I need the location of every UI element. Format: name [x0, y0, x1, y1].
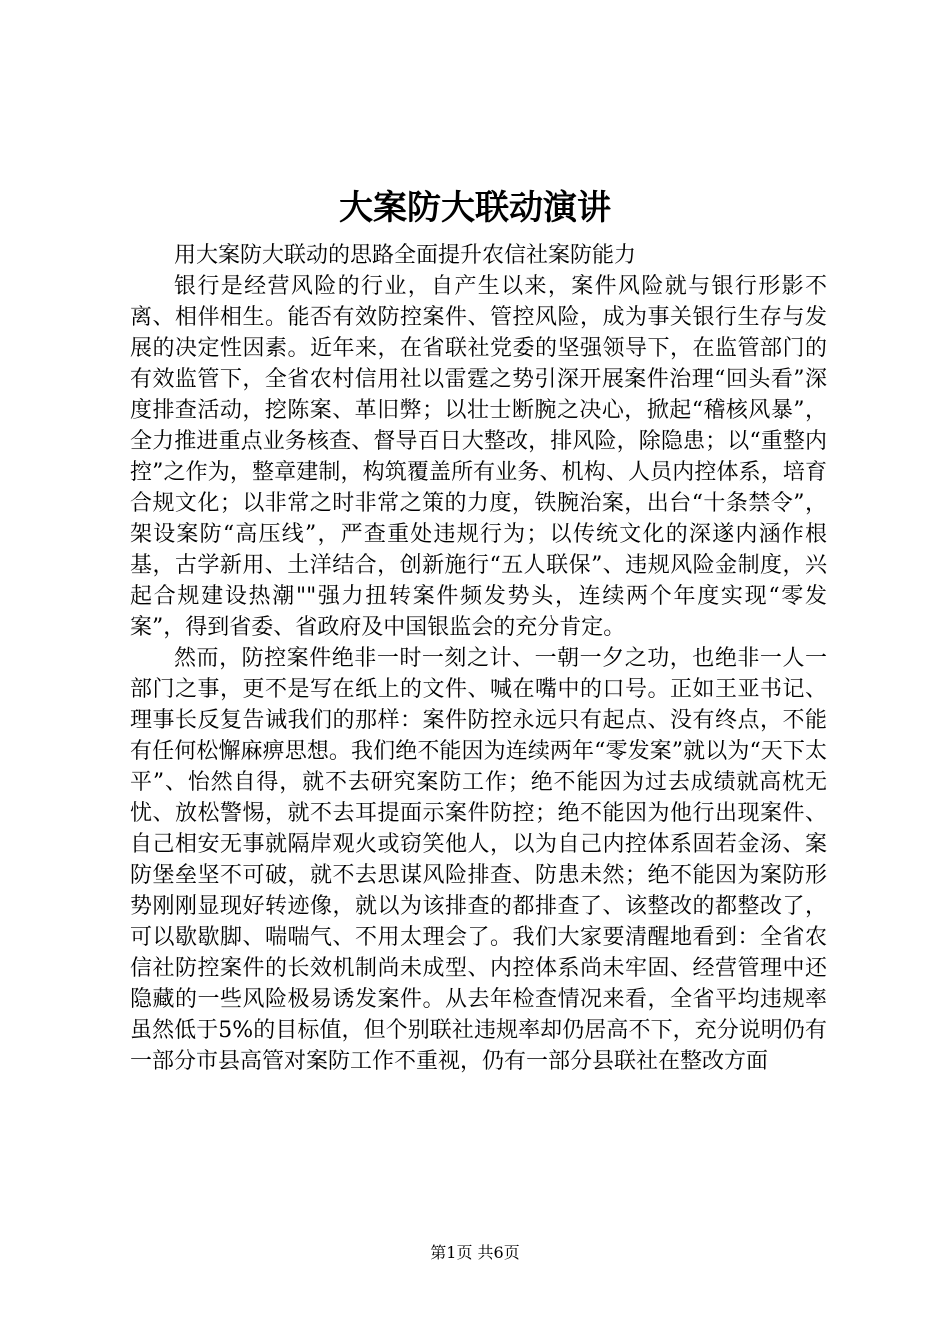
subtitle-paragraph: 用大案防大联动的思路全面提升农信社案防能力: [174, 243, 637, 268]
body-paragraph: 银行是经营风险的行业，自产生以来，案件风险就与银行形影不离、相伴相生。能否有效防控案件、管控风险，成为事关银行生存与发展的决定性因素。近年来，在省联社党委的坚强领导下，在监管部门的有效监管下，全省农村信用社以雷霆之势引深开展案件治理“回头看”深度排查活动，挖陈案、革旧弊；以壮士断腕之决心，掀起“稽核风暴”，全力推进重点业务核查、督导百日大整改，排风险，除隐患；以“重整内控”之作为，整章建制，构筑覆盖所有业务、机构、人员内控体系，培育合规文化；以非常之时非常之策的力度，铁腕治案，出台“十条禁令”，架设案防“高压线”，严查重处违规行为；以传统文化的深遂内涵作根基，古学新用、土洋结合，创新施行“五人联保”、违规风险金制度，兴起合规建设热潮""强力扭转案件频发势头，连续两个年度实现“零发案”，得到省委、省政府及中国银监会的充分肯定。: [130, 274, 827, 640]
page-number-footer: 第1页 共6页: [430, 1243, 520, 1262]
document-title: 大案防大联动演讲: [339, 188, 611, 228]
document-body: [130, 240, 827, 1077]
body-paragraph: 然而，防控案件绝非一时一刻之计、一朝一夕之功，也绝非一人一部门之事，更不是写在纸上的文件、喊在嘴中的口号。正如王亚书记、理事长反复告诫我们的那样：案件防控永远只有起点、没有终点，不能有任何松懈麻痹思想。我们绝不能因为连续两年“零发案”就以为“天下太平”、怡然自得，就不去研究案防工作；绝不能因为过去成绩就高枕无忧、放松警惕，就不去耳提面示案件防控；绝不能因为他行出现案件、自己相安无事就隔岸观火或窃笑他人，以为自己内控体系固若金汤、案防堡垒坚不可破，就不去思谋风险排查、防患未然；绝不能因为案防形势刚刚显现好转迹像，就以为该排查的都排查了、该整改的都整改了，可以歇歇脚、喘喘气、不用太理会了。我们大家要清醒地看到：全省农信社防控案件的长效机制尚未成型、内控体系尚未牢固、经营管理中还隐藏的一些风险极易诱发案件。从去年检查情况来看，全省平均违规率虽然低于5%的目标值，但个别联社违规率却仍居高不下，充分说明仍有一部分市县高管对案防工作不重视，仍有一部分县联社在整改方面: [130, 646, 827, 1074]
